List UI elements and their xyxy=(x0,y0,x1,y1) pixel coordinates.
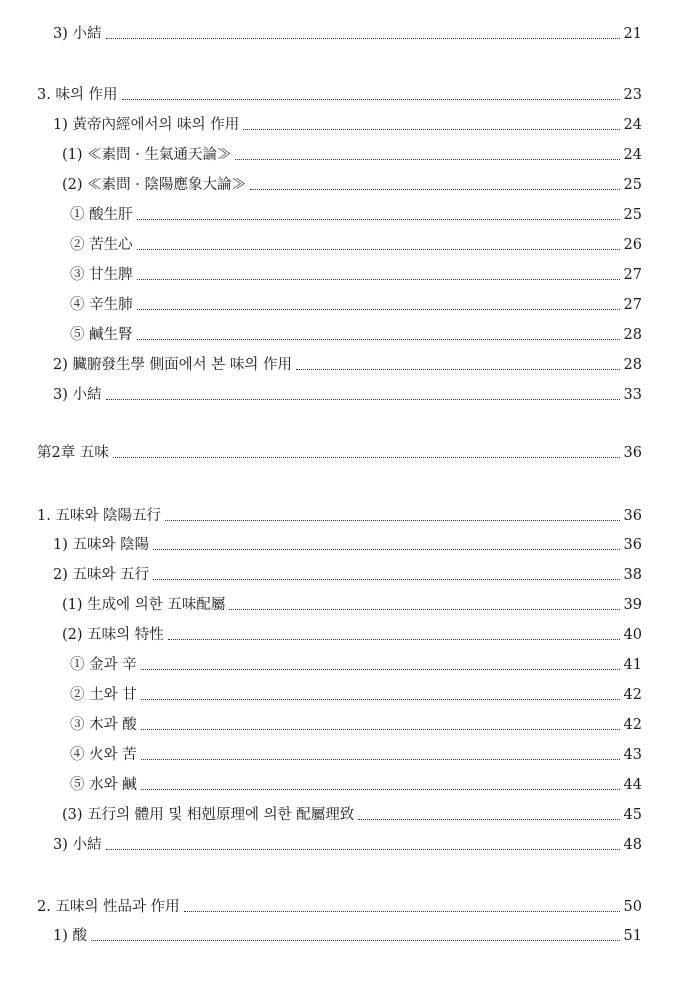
dot-leader xyxy=(137,279,620,280)
toc-entry-page: 45 xyxy=(623,807,642,823)
toc-entry-label: 3. 味의 作用 xyxy=(37,87,118,103)
toc-entry-page: 27 xyxy=(623,297,642,313)
toc-entry-label: 2. 五味의 性品과 作用 xyxy=(37,899,180,915)
toc-entry-page: 50 xyxy=(623,899,642,915)
toc-entry-page: 21 xyxy=(623,26,642,42)
dot-leader xyxy=(106,399,620,400)
dot-leader xyxy=(137,219,620,220)
toc-entry[interactable] xyxy=(62,624,642,646)
toc-entry-label: ④ 火와 苦 xyxy=(70,747,137,763)
toc-entry-label: 第2章 五味 xyxy=(37,445,109,461)
dot-leader xyxy=(141,789,620,790)
toc-entry[interactable] xyxy=(70,204,642,226)
toc-entry[interactable] xyxy=(53,834,642,856)
toc-entry-label: 3) 小結 xyxy=(53,837,102,853)
dot-leader xyxy=(137,339,620,340)
toc-entry-page: 42 xyxy=(623,687,642,703)
toc-entry-page: 26 xyxy=(623,237,642,253)
toc-entry[interactable] xyxy=(62,804,642,826)
toc-entry-page: 36 xyxy=(623,537,642,553)
toc-entry-page: 36 xyxy=(623,508,642,524)
toc-entry-page: 36 xyxy=(623,445,642,461)
toc-entry[interactable] xyxy=(53,384,642,406)
toc-entry[interactable] xyxy=(70,744,642,766)
toc-entry[interactable] xyxy=(53,564,642,586)
toc-entry[interactable] xyxy=(37,896,642,918)
dot-leader xyxy=(250,189,620,190)
toc-chapter-entry[interactable] xyxy=(37,442,642,464)
toc-entry-label: ④ 辛生肺 xyxy=(70,297,133,313)
toc-entry[interactable] xyxy=(70,264,642,286)
dot-leader xyxy=(235,159,619,160)
dot-leader xyxy=(296,369,620,370)
dot-leader xyxy=(141,729,620,730)
toc-entry-page: 25 xyxy=(623,207,642,223)
toc-entry-label: ② 土와 甘 xyxy=(70,687,137,703)
toc-entry[interactable] xyxy=(70,714,642,736)
toc-entry-label: ① 酸生肝 xyxy=(70,207,133,223)
toc-entry-page: 33 xyxy=(623,387,642,403)
toc-entry-page: 41 xyxy=(623,657,642,673)
toc-entry-label: ⑤ 鹹生腎 xyxy=(70,327,133,343)
toc-entry[interactable] xyxy=(62,174,642,196)
toc-entry-page: 51 xyxy=(623,928,642,944)
toc-entry-page: 28 xyxy=(623,327,642,343)
toc-entry-label: ⑤ 水와 鹹 xyxy=(70,777,137,793)
dot-leader xyxy=(141,669,620,670)
dot-leader xyxy=(153,549,619,550)
toc-entry-page: 40 xyxy=(623,627,642,643)
dot-leader xyxy=(165,520,619,521)
toc-entry-page: 42 xyxy=(623,717,642,733)
toc-entry-page: 44 xyxy=(623,777,642,793)
dot-leader xyxy=(113,457,620,458)
toc-entry[interactable] xyxy=(53,925,642,947)
dot-leader xyxy=(141,759,620,760)
toc-entry-page: 27 xyxy=(623,267,642,283)
dot-leader xyxy=(229,609,619,610)
dot-leader xyxy=(137,249,620,250)
toc-entry[interactable] xyxy=(70,684,642,706)
toc-entry-label: 2) 五味와 五行 xyxy=(53,567,150,583)
toc-entry-label: 1) 酸 xyxy=(53,928,87,944)
toc-entry[interactable] xyxy=(70,774,642,796)
toc-entry-label: 1. 五味와 陰陽五行 xyxy=(37,508,162,524)
toc-entry-page: 38 xyxy=(623,567,642,583)
toc-entry-label: ① 金과 辛 xyxy=(70,657,137,673)
dot-leader xyxy=(358,819,619,820)
dot-leader xyxy=(168,639,620,640)
toc-entry-label: 1) 五味와 陰陽 xyxy=(53,537,150,553)
toc-entry[interactable] xyxy=(62,594,642,616)
toc-entry[interactable] xyxy=(70,234,642,256)
toc-entry-label: ③ 甘生脾 xyxy=(70,267,133,283)
toc-entry-label: 1) 黃帝內經에서의 味의 作用 xyxy=(53,117,240,133)
toc-entry-label: (2) 五味의 特性 xyxy=(62,627,164,643)
toc-entry[interactable] xyxy=(62,144,642,166)
toc-entry-page: 23 xyxy=(623,87,642,103)
toc-entry-page: 43 xyxy=(623,747,642,763)
toc-entry-page: 28 xyxy=(623,357,642,373)
toc-entry-label: ② 苦生心 xyxy=(70,237,133,253)
toc-entry-label: (1) 生成에 의한 五味配屬 xyxy=(62,597,226,613)
dot-leader xyxy=(141,699,620,700)
toc-entry-page: 48 xyxy=(623,837,642,853)
dot-leader xyxy=(153,579,619,580)
toc-entry-label: (1) ≪素問 · 生氣通天論≫ xyxy=(62,147,232,163)
toc-entry-label: 2) 臟腑發生學 側面에서 본 味의 作用 xyxy=(53,357,292,373)
toc-entry-label: (3) 五行의 體用 및 相剋原理에 의한 配屬理致 xyxy=(62,807,355,823)
toc-entry[interactable] xyxy=(70,324,642,346)
toc-entry-label: ③ 木과 酸 xyxy=(70,717,137,733)
toc-entry-page: 24 xyxy=(623,147,642,163)
dot-leader xyxy=(106,849,620,850)
toc-entry-label: (2) ≪素問 · 陰陽應象大論≫ xyxy=(62,177,246,193)
dot-leader xyxy=(184,911,620,912)
toc-entry-page: 25 xyxy=(623,177,642,193)
toc-entry-page: 24 xyxy=(623,117,642,133)
toc-entry-page: 39 xyxy=(623,597,642,613)
toc-entry[interactable] xyxy=(53,534,642,556)
toc-entry[interactable] xyxy=(53,114,642,136)
dot-leader xyxy=(91,940,620,941)
dot-leader xyxy=(122,99,620,100)
toc-entry[interactable] xyxy=(53,354,642,376)
toc-entry[interactable] xyxy=(70,294,642,316)
dot-leader xyxy=(243,129,619,130)
toc-entry-label: 3) 小結 xyxy=(53,387,102,403)
dot-leader xyxy=(106,38,620,39)
toc-entry-label: 3) 小結 xyxy=(53,26,102,42)
toc-entry[interactable] xyxy=(70,654,642,676)
dot-leader xyxy=(137,309,620,310)
toc-entry[interactable] xyxy=(37,84,642,106)
toc-entry[interactable] xyxy=(53,23,642,45)
toc-entry[interactable] xyxy=(37,505,642,527)
